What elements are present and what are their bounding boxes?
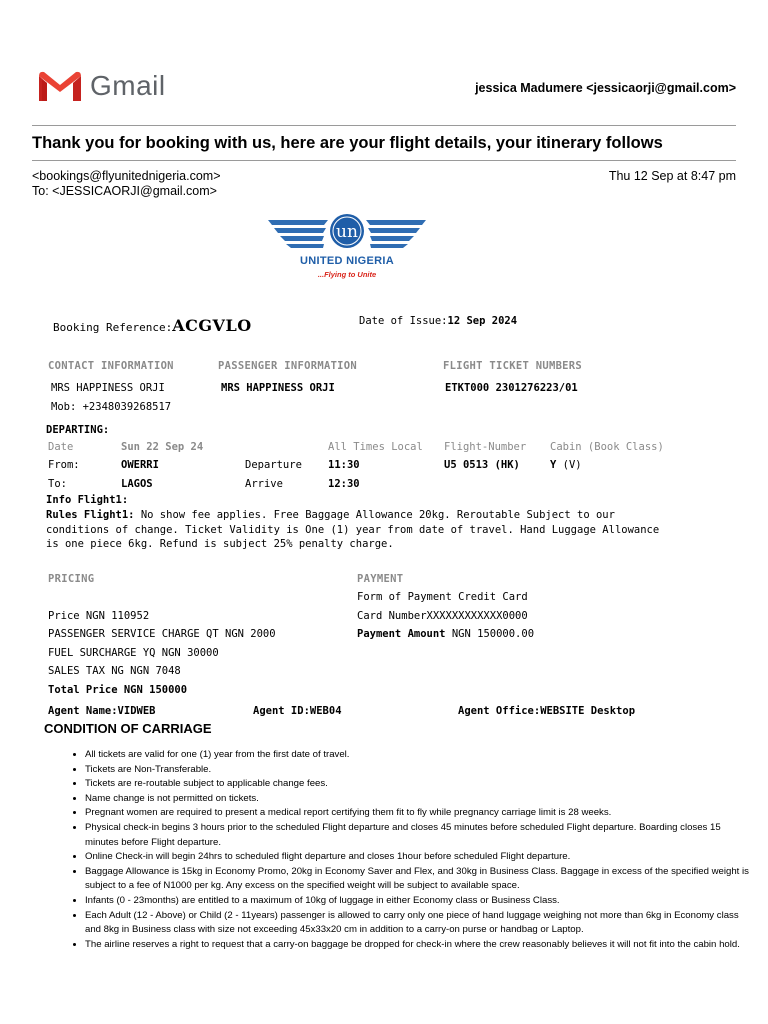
departure-time: 11:30 bbox=[328, 459, 360, 471]
from-city: OWERRI bbox=[121, 459, 159, 471]
divider bbox=[32, 160, 736, 161]
email-subject: Thank you for booking with us, here are your flight details, your itinerary follows bbox=[32, 134, 663, 152]
total-price: Total Price NGN 150000 bbox=[48, 684, 188, 696]
airline-logo-text: un bbox=[336, 222, 358, 242]
agent-name bbox=[48, 705, 155, 717]
payment-heading: PAYMENT bbox=[357, 573, 404, 585]
issue-value: 12 Sep 2024 bbox=[447, 315, 518, 327]
payment-amount-label: Payment Amount bbox=[357, 628, 446, 640]
booking-reference-label: Booking Reference: bbox=[53, 321, 173, 334]
contact-name: MRS HAPPINESS ORJI bbox=[51, 382, 165, 394]
list-item: • Each Adult (12 - Above) or Child (2 - 11years) passenger is allowed to carry only one piece of hand luggage weighing not more than 6kg in Economy class and 8kg in Business class with size not exceeding 45x33x20 cm in addition to a carry-on purse or handbag or Laptop. bbox=[85, 909, 751, 938]
contact-info-heading: CONTACT INFORMATION bbox=[48, 360, 174, 372]
date-label: Date bbox=[48, 441, 74, 453]
list-item: • Tickets are re-routable subject to applicable change fees. bbox=[85, 777, 751, 792]
list-item: • Physical check-in begins 3 hours prior to the scheduled Flight departure and closes 45 minutes before scheduled Flight departure. Boarding closes 15 minutes before Flight departure. bbox=[85, 821, 751, 850]
pricing-heading: PRICING bbox=[48, 573, 95, 585]
list-item: • Tickets are Non-Transferable. bbox=[85, 763, 751, 778]
agent-office bbox=[458, 705, 635, 717]
list-item: • Baggage Allowance is 15kg in Economy Promo, 20kg in Economy Saver and Flex, and 30kg in Business Class. Baggage in excess of the specified weight is subject to a fee of N1000 per kg. Any excess on the specified weight will be subject to available space. bbox=[85, 865, 751, 894]
email-date: Thu 12 Sep at 8:47 pm bbox=[608, 169, 736, 183]
email-to: To: <JESSICAORJI@gmail.com> bbox=[32, 184, 217, 198]
flight-number: U5 0513 (HK) bbox=[444, 459, 520, 471]
agent-name-value: VIDWEB bbox=[117, 705, 156, 717]
ticket-number: ETKT000 2301276223/01 bbox=[445, 382, 578, 394]
booking-reference-value: ACGVLO bbox=[172, 316, 252, 335]
arrive-time: 12:30 bbox=[328, 478, 360, 490]
departure-label: Departure bbox=[245, 459, 302, 471]
ticket-numbers-heading: FLIGHT TICKET NUMBERS bbox=[443, 360, 583, 372]
rules-text: No show fee applies. Free Baggage Allowance 20kg. Reroutable Subject to our conditions of change. Ticket Validity is One (1) year from date of travel. Hand Luggage Allowance is one piece 6kg. Refund is subject 25% penalty charge. bbox=[46, 509, 660, 550]
booking-reference bbox=[53, 316, 252, 335]
conditions-title: CONDITION OF CARRIAGE bbox=[44, 721, 212, 736]
gmail-logo-icon bbox=[38, 70, 82, 102]
contact-mobile: Mob: +2348039268517 bbox=[51, 401, 172, 413]
cabin-code: Y bbox=[550, 459, 557, 471]
passenger-info-heading: PASSENGER INFORMATION bbox=[218, 360, 358, 372]
cabin-label: Cabin (Book Class) bbox=[550, 441, 664, 453]
from-label: From: bbox=[48, 459, 80, 471]
times-label: All Times Local bbox=[328, 441, 423, 453]
payment-form: Form of Payment Credit Card bbox=[357, 591, 528, 603]
agent-id bbox=[253, 705, 342, 717]
list-item: • Name change is not permitted on tickets. bbox=[85, 792, 751, 807]
email-from: <bookings@flyunitednigeria.com> bbox=[32, 169, 221, 183]
issue-label: Date of Issue: bbox=[359, 315, 448, 327]
agent-name-label: Agent Name: bbox=[48, 705, 118, 717]
rules-label: Rules Flight1: bbox=[46, 509, 135, 521]
flight-date: Sun 22 Sep 24 bbox=[121, 441, 204, 453]
cabin-class: (V) bbox=[562, 459, 582, 471]
gmail-wordmark: Gmail bbox=[90, 70, 166, 101]
arrive-label: Arrive bbox=[245, 478, 283, 490]
conditions-list bbox=[66, 748, 751, 952]
price: Price NGN 110952 bbox=[48, 610, 150, 622]
list-item: • The airline reserves a right to request that a carry-on baggage be dropped for check-in where the crew reasonably believes it will not fit into the cabin hold. bbox=[85, 938, 751, 953]
info-flight-title: Info Flight1: bbox=[46, 494, 129, 506]
fuel-surcharge: FUEL SURCHARGE YQ NGN 30000 bbox=[48, 647, 219, 659]
flight-rules bbox=[46, 508, 666, 552]
payment-amount bbox=[357, 628, 534, 640]
agent-id-label: Agent ID: bbox=[253, 705, 310, 717]
cabin-value bbox=[550, 459, 582, 471]
passenger-name: MRS HAPPINESS ORJI bbox=[221, 382, 335, 394]
list-item: • Online Check-in will begin 24hrs to scheduled flight departure and closes 1hour before scheduled Flight departure. bbox=[85, 850, 751, 865]
agent-id-value: WEB04 bbox=[309, 705, 342, 717]
agent-office-value: WEBSITE Desktop bbox=[540, 705, 636, 717]
card-number: Card NumberXXXXXXXXXXXX0000 bbox=[357, 610, 528, 622]
payment-amount-value: NGN 150000.00 bbox=[445, 628, 535, 640]
list-item: • Pregnant women are required to present a medical report certifying them fit to fly while pregnancy carriage limit is 28 weeks. bbox=[85, 806, 751, 821]
agent-office-label: Agent Office: bbox=[458, 705, 541, 717]
flight-number-label: Flight-Number bbox=[444, 441, 527, 453]
airline-name: UNITED NIGERIA bbox=[299, 255, 395, 267]
email-sender-block bbox=[32, 169, 221, 199]
account-name: jessica Madumere <jessicaorji@gmail.com> bbox=[475, 81, 736, 95]
list-item: • Infants (0 - 23months) are entitled to a maximum of 10kg of luggage in either Economy class or Business Class. bbox=[85, 894, 751, 909]
list-item: • All tickets are valid for one (1) year from the first date of travel. bbox=[85, 748, 751, 763]
departing-title: DEPARTING: bbox=[46, 424, 110, 436]
divider bbox=[32, 125, 736, 126]
passenger-service-charge: PASSENGER SERVICE CHARGE QT NGN 2000 bbox=[48, 628, 276, 640]
sales-tax: SALES TAX NG NGN 7048 bbox=[48, 665, 181, 677]
date-of-issue bbox=[359, 315, 517, 327]
to-label: To: bbox=[48, 478, 67, 490]
to-city: LAGOS bbox=[121, 478, 153, 490]
airline-tagline: ...Flying to Unite bbox=[317, 270, 377, 279]
